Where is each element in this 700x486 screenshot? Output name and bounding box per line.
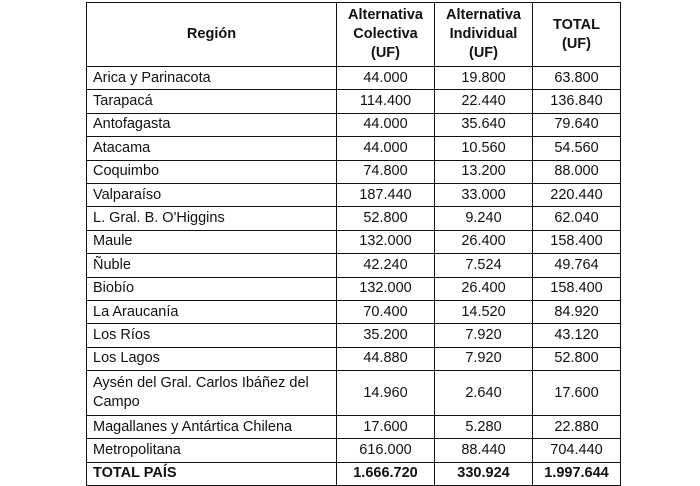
cell-region: Biobío: [87, 277, 337, 300]
table-row: [87, 277, 621, 300]
header-colectiva: [337, 3, 435, 67]
header-total: [533, 3, 621, 67]
table-body: [87, 67, 621, 463]
cell-region: Maule: [87, 230, 337, 253]
cell-region: Arica y Parinacota: [87, 67, 337, 90]
cell-region: Valparaíso: [87, 183, 337, 206]
table-row: [87, 207, 621, 230]
cell-individual: 22.440: [435, 90, 533, 113]
cell-region: Magallanes y Antártica Chilena: [87, 416, 337, 439]
cell-total: 88.000: [533, 160, 621, 183]
cell-individual: 7.524: [435, 254, 533, 277]
table-row: [87, 90, 621, 113]
cell-colectiva: 74.800: [337, 160, 435, 183]
cell-individual: 10.560: [435, 137, 533, 160]
cell-colectiva: 14.960: [337, 371, 435, 416]
cell-total: 62.040: [533, 207, 621, 230]
cell-region: Los Lagos: [87, 347, 337, 370]
cell-total: 22.880: [533, 416, 621, 439]
cell-total: 704.440: [533, 439, 621, 462]
cell-individual: 19.800: [435, 67, 533, 90]
cell-total: 84.920: [533, 300, 621, 323]
header-colectiva-line3: (UF): [371, 45, 400, 61]
table-row: [87, 254, 621, 277]
total-row-total: 1.997.644: [533, 462, 621, 485]
costs-by-region-table: [86, 2, 621, 486]
header-individual-line1: Alternativa: [446, 7, 521, 23]
cell-colectiva: 616.000: [337, 439, 435, 462]
cell-colectiva: 44.000: [337, 137, 435, 160]
cell-region: Aysén del Gral. Carlos Ibáñez del Campo: [87, 371, 337, 416]
header-individual-line3: (UF): [469, 45, 498, 61]
cell-colectiva: 44.000: [337, 67, 435, 90]
header-total-line2: (UF): [562, 35, 591, 52]
header-total-line1: TOTAL: [553, 16, 600, 33]
cell-individual: 2.640: [435, 371, 533, 416]
cell-individual: 9.240: [435, 207, 533, 230]
cell-region: Antofagasta: [87, 113, 337, 136]
cell-total: 54.560: [533, 137, 621, 160]
cell-region: Ñuble: [87, 254, 337, 277]
cell-total: 158.400: [533, 230, 621, 253]
cell-colectiva: 52.800: [337, 207, 435, 230]
cell-region: Los Ríos: [87, 324, 337, 347]
cell-total: 136.840: [533, 90, 621, 113]
cell-total: 43.120: [533, 324, 621, 347]
cell-individual: 33.000: [435, 183, 533, 206]
cell-region: Atacama: [87, 137, 337, 160]
header-individual: [435, 3, 533, 67]
cell-total: 63.800: [533, 67, 621, 90]
cell-region: Coquimbo: [87, 160, 337, 183]
cell-region: La Araucanía: [87, 300, 337, 323]
header-colectiva-line2: Colectiva: [353, 26, 418, 42]
cell-individual: 5.280: [435, 416, 533, 439]
cell-total: 158.400: [533, 277, 621, 300]
total-row-label: TOTAL PAÍS: [87, 462, 337, 485]
cell-colectiva: 132.000: [337, 230, 435, 253]
cell-total: 79.640: [533, 113, 621, 136]
table-row: [87, 230, 621, 253]
cell-colectiva: 17.600: [337, 416, 435, 439]
header-region: Región: [87, 3, 337, 67]
table-container: [86, 2, 621, 486]
cell-colectiva: 132.000: [337, 277, 435, 300]
table-row: [87, 347, 621, 370]
table-row: [87, 324, 621, 347]
cell-individual: 26.400: [435, 277, 533, 300]
table-row: [87, 67, 621, 90]
table-row: [87, 113, 621, 136]
cell-total: 49.764: [533, 254, 621, 277]
table-row: [87, 439, 621, 462]
cell-individual: 7.920: [435, 347, 533, 370]
total-row-colectiva: 1.666.720: [337, 462, 435, 485]
cell-total: 17.600: [533, 371, 621, 416]
table-row: [87, 160, 621, 183]
total-row: [87, 462, 621, 485]
table-row: [87, 183, 621, 206]
table-row: [87, 300, 621, 323]
total-row-individual: 330.924: [435, 462, 533, 485]
cell-colectiva: 187.440: [337, 183, 435, 206]
header-row: [87, 3, 621, 67]
cell-total: 220.440: [533, 183, 621, 206]
cell-region: Tarapacá: [87, 90, 337, 113]
cell-colectiva: 114.400: [337, 90, 435, 113]
cell-individual: 26.400: [435, 230, 533, 253]
table-row: [87, 137, 621, 160]
cell-individual: 14.520: [435, 300, 533, 323]
cell-colectiva: 42.240: [337, 254, 435, 277]
cell-individual: 7.920: [435, 324, 533, 347]
cell-colectiva: 70.400: [337, 300, 435, 323]
cell-colectiva: 35.200: [337, 324, 435, 347]
cell-colectiva: 44.000: [337, 113, 435, 136]
cell-region: L. Gral. B. O'Higgins: [87, 207, 337, 230]
table-row: [87, 416, 621, 439]
table-row: [87, 371, 621, 416]
cell-individual: 13.200: [435, 160, 533, 183]
cell-colectiva: 44.880: [337, 347, 435, 370]
cell-individual: 35.640: [435, 113, 533, 136]
cell-individual: 88.440: [435, 439, 533, 462]
header-colectiva-line1: Alternativa: [348, 7, 423, 23]
header-individual-line2: Individual: [449, 26, 518, 42]
cell-region: Metropolitana: [87, 439, 337, 462]
cell-total: 52.800: [533, 347, 621, 370]
